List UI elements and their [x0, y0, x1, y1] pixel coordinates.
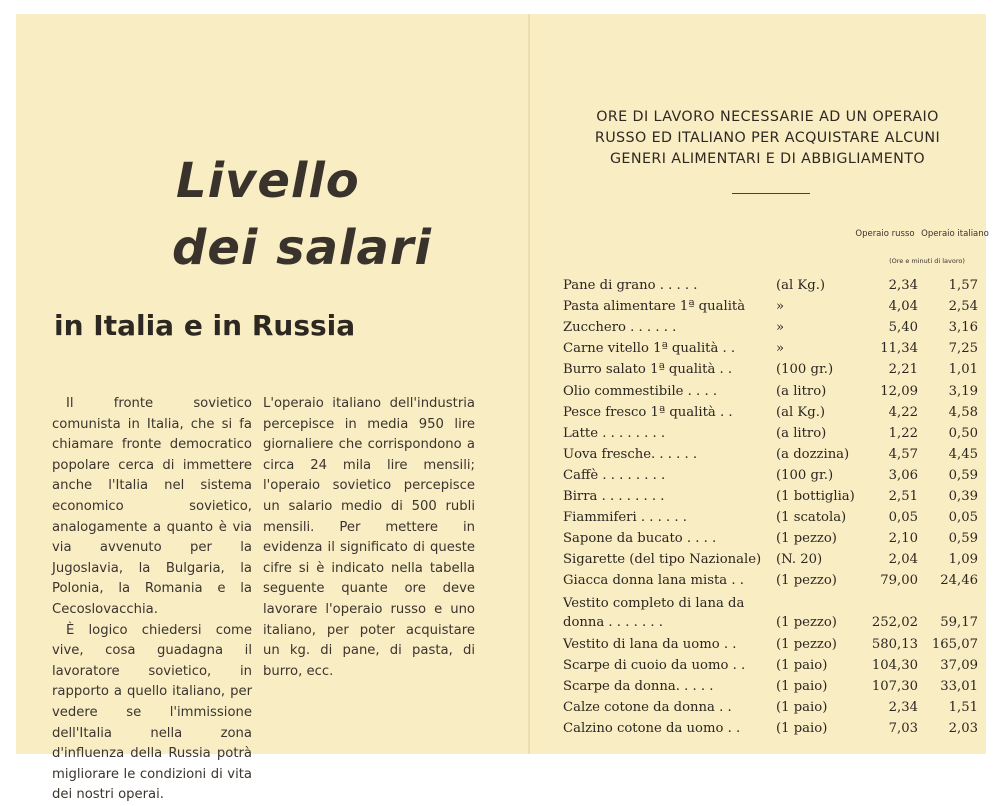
value-italiano-cell: 3,19	[948, 383, 978, 399]
item-cell: Pasta alimentare 1ª qualità	[563, 299, 746, 315]
value-russo-cell: 2,34	[888, 699, 918, 715]
value-russo-cell: 252,02	[871, 615, 918, 631]
table-row	[563, 548, 988, 569]
paragraph: È logico chiedersi come vive, cosa guadagna il lavoratore sovietico, in rapporto a quello italiano, per vedere se l'immissione dell'Italia nella zona d'influenza della Russia potrà migliorare le condizioni di vita dei nostri operai.	[52, 622, 252, 803]
value-russo-cell: 2,51	[888, 489, 918, 505]
value-italiano-cell: 59,17	[940, 615, 978, 631]
table-row	[563, 717, 988, 738]
value-russo-cell: 580,13	[871, 636, 918, 652]
value-russo-cell: 79,00	[880, 573, 918, 589]
value-russo-cell: 12,09	[880, 383, 918, 399]
item-cell: Scarpe da donna. . . . .	[563, 678, 714, 694]
table-heading-line: ORE DI LAVORO NECESSARIE AD UN OPERAIO	[596, 109, 939, 125]
table-row	[563, 569, 988, 590]
value-italiano-cell: 0,50	[948, 425, 978, 441]
value-italiano-cell: 4,58	[948, 404, 978, 420]
unit-cell: (al Kg.)	[776, 278, 826, 294]
item-cell: Scarpe di cuoio da uomo . .	[563, 657, 746, 673]
table-row	[563, 464, 988, 485]
unit-cell: »	[776, 299, 785, 315]
table-row	[563, 358, 988, 379]
unit-cell: (1 pezzo)	[776, 573, 837, 589]
value-italiano-cell: 1,51	[948, 699, 978, 715]
value-russo-cell: 2,34	[888, 278, 918, 294]
table-row	[563, 379, 988, 400]
table-row	[563, 632, 988, 653]
value-russo-cell: 4,57	[888, 446, 918, 462]
article-column-2	[263, 394, 475, 682]
item-cell: Carne vitello 1ª qualità . .	[563, 341, 736, 357]
table-row	[563, 485, 988, 506]
item-cell: Vestito di lana da uomo . .	[563, 636, 737, 652]
value-italiano-cell: 3,16	[948, 320, 978, 336]
article-title-line2: dei salari	[172, 220, 433, 276]
item-cell: Giacca donna lana mista . .	[563, 573, 744, 589]
item-cell: Fiammiferi . . . . . .	[563, 510, 687, 526]
table-row	[563, 295, 988, 316]
value-italiano-cell: 2,03	[948, 720, 978, 736]
article-subtitle: in Italia e in Russia	[54, 309, 356, 342]
unit-cell: (100 gr.)	[776, 467, 834, 483]
table-row	[563, 401, 988, 422]
item-cell: Latte . . . . . . . .	[563, 425, 666, 441]
item-cell: Pane di grano . . . . .	[563, 278, 698, 294]
table-heading-line: GENERI ALIMENTARI E DI ABBIGLIAMENTO	[609, 151, 926, 167]
column-header-russo: Operaio russo	[855, 229, 915, 239]
paragraph: L'operaio italiano dell'industria percepisce in media 950 lire giornaliere che corrispondono a circa 24 mila lire mensili; l'operaio sovietico percepisce un salario medio di 500 rubli mensili. Per mettere in evidenza il significato di queste cifre si è indicato nella tabella seguente quante ore deve lavorare l'operaio russo e uno italiano, per poter acquistare un kg. di pane, di pasta, di burro, ecc.	[263, 396, 475, 679]
item-cell: Birra . . . . . . . .	[563, 489, 665, 505]
paragraph: Il fronte sovietico comunista in Italia, che si fa chiamare fronte democratico popolare cerca di immettere anche l'Italia nel sistema economico sovietico, analogamente a quanto è via via avvenuto per la Jugoslavia, la Bulgaria, la Polonia, la Romania e la Cecoslovacchia.	[52, 396, 252, 617]
unit-cell: (1 pezzo)	[776, 531, 837, 547]
table-row	[563, 590, 988, 632]
item-cell: Sapone da bucato . . . .	[563, 531, 717, 547]
column-header-note: (Ore e minuti di lavoro)	[889, 257, 965, 265]
value-russo-cell: 5,40	[888, 320, 918, 336]
table-row	[563, 422, 988, 443]
unit-cell: (1 paio)	[776, 678, 828, 694]
value-russo-cell: 2,10	[888, 531, 918, 547]
unit-cell: (1 paio)	[776, 720, 828, 736]
value-italiano-cell: 0,59	[948, 531, 978, 547]
item-cell: Caffè . . . . . . . .	[563, 467, 666, 483]
item-cell: Zucchero . . . . . .	[563, 320, 677, 336]
unit-cell: (1 paio)	[776, 657, 828, 673]
unit-cell: (1 pezzo)	[776, 615, 837, 631]
value-italiano-cell: 7,25	[948, 341, 978, 357]
value-italiano-cell: 2,54	[948, 299, 978, 315]
table-row	[563, 675, 988, 696]
table-row	[563, 654, 988, 675]
item-cell: Calzino cotone da uomo . .	[563, 720, 741, 736]
unit-cell: »	[776, 341, 785, 357]
value-russo-cell: 11,34	[880, 341, 918, 357]
value-italiano-cell: 0,39	[948, 489, 978, 505]
value-italiano-cell: 1,57	[948, 278, 978, 294]
table-row	[563, 527, 988, 548]
value-italiano-cell: 0,05	[948, 510, 978, 526]
item-cell: Sigarette (del tipo Nazionale)	[563, 552, 762, 568]
value-russo-cell: 3,06	[888, 467, 918, 483]
value-russo-cell: 0,05	[888, 510, 918, 526]
unit-cell: »	[776, 320, 785, 336]
value-italiano-cell: 0,59	[948, 467, 978, 483]
item-cell: Burro salato 1ª qualità . .	[563, 362, 733, 378]
item-cell: Pesce fresco 1ª qualità . .	[563, 404, 733, 420]
value-russo-cell: 107,30	[871, 678, 918, 694]
unit-cell: (1 bottiglia)	[776, 489, 855, 505]
item-cell: Uova fresche. . . . . .	[563, 446, 698, 462]
table-row	[563, 337, 988, 358]
value-russo-cell: 7,03	[888, 720, 918, 736]
unit-cell: (a litro)	[776, 425, 827, 441]
unit-cell: (100 gr.)	[776, 362, 834, 378]
value-italiano-cell: 37,09	[940, 657, 978, 673]
table-row	[563, 443, 988, 464]
value-italiano-cell: 24,46	[940, 573, 978, 589]
table-row	[563, 506, 988, 527]
unit-cell: (a litro)	[776, 383, 827, 399]
value-italiano-cell: 1,01	[948, 362, 978, 378]
table-heading	[545, 107, 990, 170]
hours-table	[563, 274, 988, 738]
value-italiano-cell: 165,07	[931, 636, 978, 652]
article-column-1	[52, 394, 252, 806]
item-cell: Vestito completo di lana da donna . . . . . . .	[563, 596, 745, 631]
table-row	[563, 316, 988, 337]
unit-cell: (1 pezzo)	[776, 636, 837, 652]
value-italiano-cell: 4,45	[948, 446, 978, 462]
value-russo-cell: 2,21	[888, 362, 918, 378]
table-heading-line: RUSSO ED ITALIANO PER ACQUISTARE ALCUNI	[594, 130, 941, 146]
item-cell: Olio commestibile . . . .	[563, 383, 718, 399]
value-italiano-cell: 1,09	[948, 552, 978, 568]
value-russo-cell: 104,30	[871, 657, 918, 673]
page-fold	[528, 14, 530, 754]
table-row	[563, 696, 988, 717]
unit-cell: (a dozzina)	[776, 446, 850, 462]
value-italiano-cell: 33,01	[940, 678, 978, 694]
item-cell: Calze cotone da donna . .	[563, 699, 732, 715]
value-russo-cell: 1,22	[888, 425, 918, 441]
unit-cell: (N. 20)	[776, 552, 823, 568]
article-title-line1: Livello	[176, 153, 360, 209]
unit-cell: (al Kg.)	[776, 404, 826, 420]
heading-rule	[732, 193, 810, 194]
unit-cell: (1 scatola)	[776, 510, 847, 526]
unit-cell: (1 paio)	[776, 699, 828, 715]
value-russo-cell: 2,04	[888, 552, 918, 568]
table-row	[563, 274, 988, 295]
value-russo-cell: 4,22	[888, 404, 918, 420]
value-russo-cell: 4,04	[888, 299, 918, 315]
column-header-italiano: Operaio italiano	[921, 229, 989, 239]
